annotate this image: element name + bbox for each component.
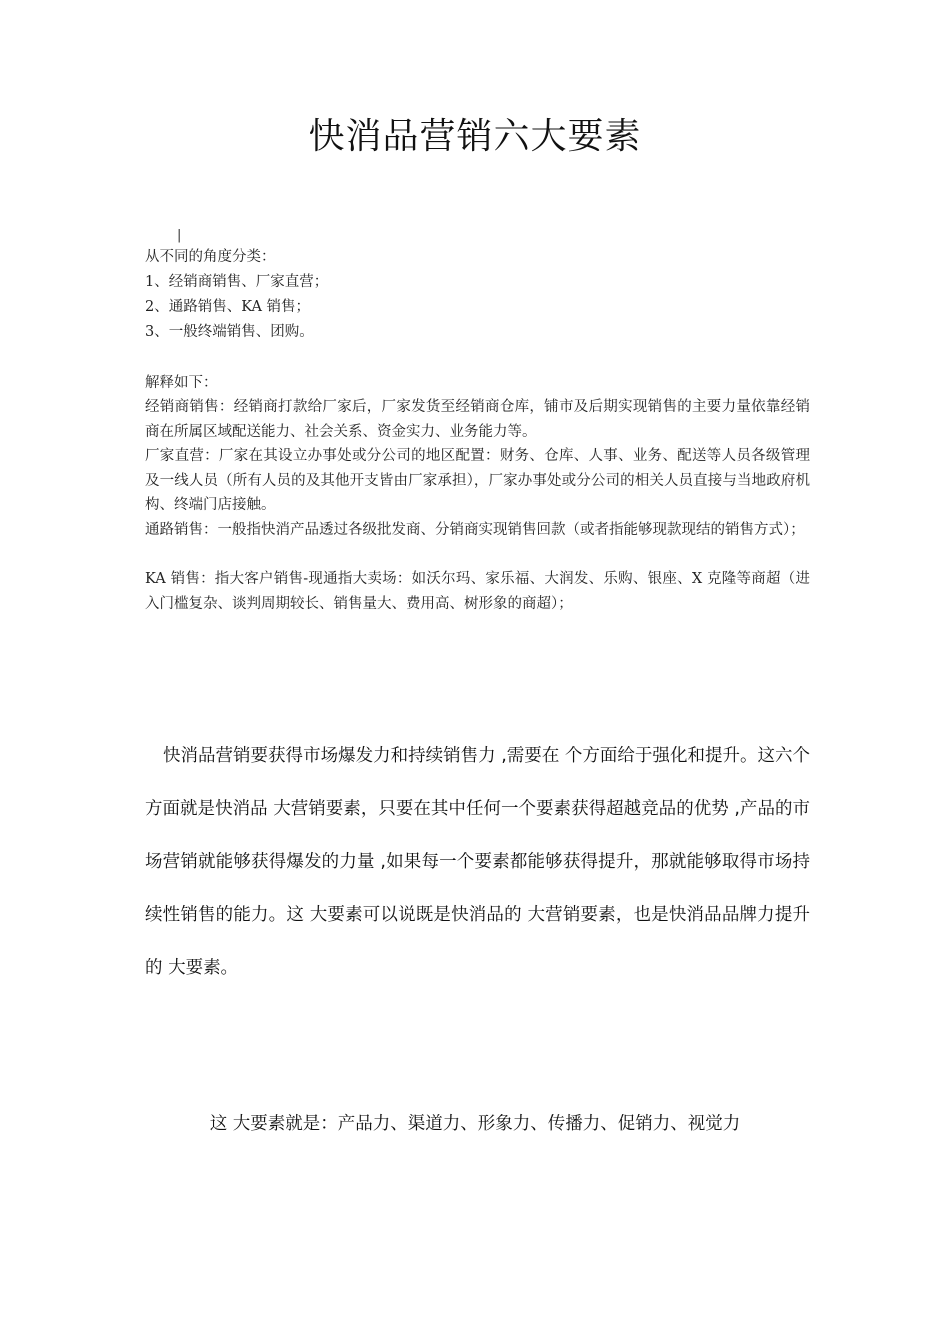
classification-heading: 从不同的角度分类： xyxy=(145,249,276,265)
classification-item: 2、通路销售、KA 销售； xyxy=(145,299,311,315)
explanation-paragraph: 通路销售：一般指快消产品透过各级批发商、分销商实现销售回款（或者指能够现款现结的销售方式）； xyxy=(145,522,805,538)
explanation-heading: 解释如下： xyxy=(145,375,218,391)
classification-item: 1、经销商销售、厂家直营； xyxy=(145,274,329,290)
explanation-paragraph: KA 销售：指大客户销售-现通指大卖场：如沃尔玛、家乐福、大润发、乐购、银座、X 克隆等商超（进入门槛复杂、谈判周期较长、销售量大、费用高、树形象的商超）； xyxy=(145,571,810,612)
six-elements-summary: 这 大要素就是：产品力、渠道力、形象力、传播力、促销力、视觉力 xyxy=(209,1114,741,1134)
classification-item: 3、一般终端销售、团购。 xyxy=(145,324,314,340)
text-cursor: | xyxy=(177,228,182,243)
explanation-paragraph: 厂家直营：厂家在其设立办事处或分公司的地区配置：财务、仓库、人事、业务、配送等人员各级管理及一线人员（所有人员的及其他开支皆由厂家承担），厂家办事处或分公司的相关人员直接与当地政府机构、终端门店接触。 xyxy=(145,448,810,513)
document-title: 快消品营销六大要素 xyxy=(308,116,642,157)
explanation-paragraph: 经销商销售：经销商打款给厂家后，厂家发货至经销商仓库，铺市及后期实现销售的主要力量依靠经销商在所属区域配送能力、社会关系、资金实力、业务能力等。 xyxy=(145,399,810,440)
intro-paragraph: 快消品营销要获得市场爆发力和持续销售力 ,需要在 个方面给于强化和提升。这六个方面就是快消品 大营销要素，只要在其中任何一个要素获得超越竞品的优势 ,产品的市场营销就能够获得爆发的力量 ,如果每一个要素都能够获得提升，那就能够取得市场持续性销售的能力。这 大要素可以说既是快消品的 大营销要素，也是快消品品牌力提升的 大要素。 xyxy=(145,746,810,978)
